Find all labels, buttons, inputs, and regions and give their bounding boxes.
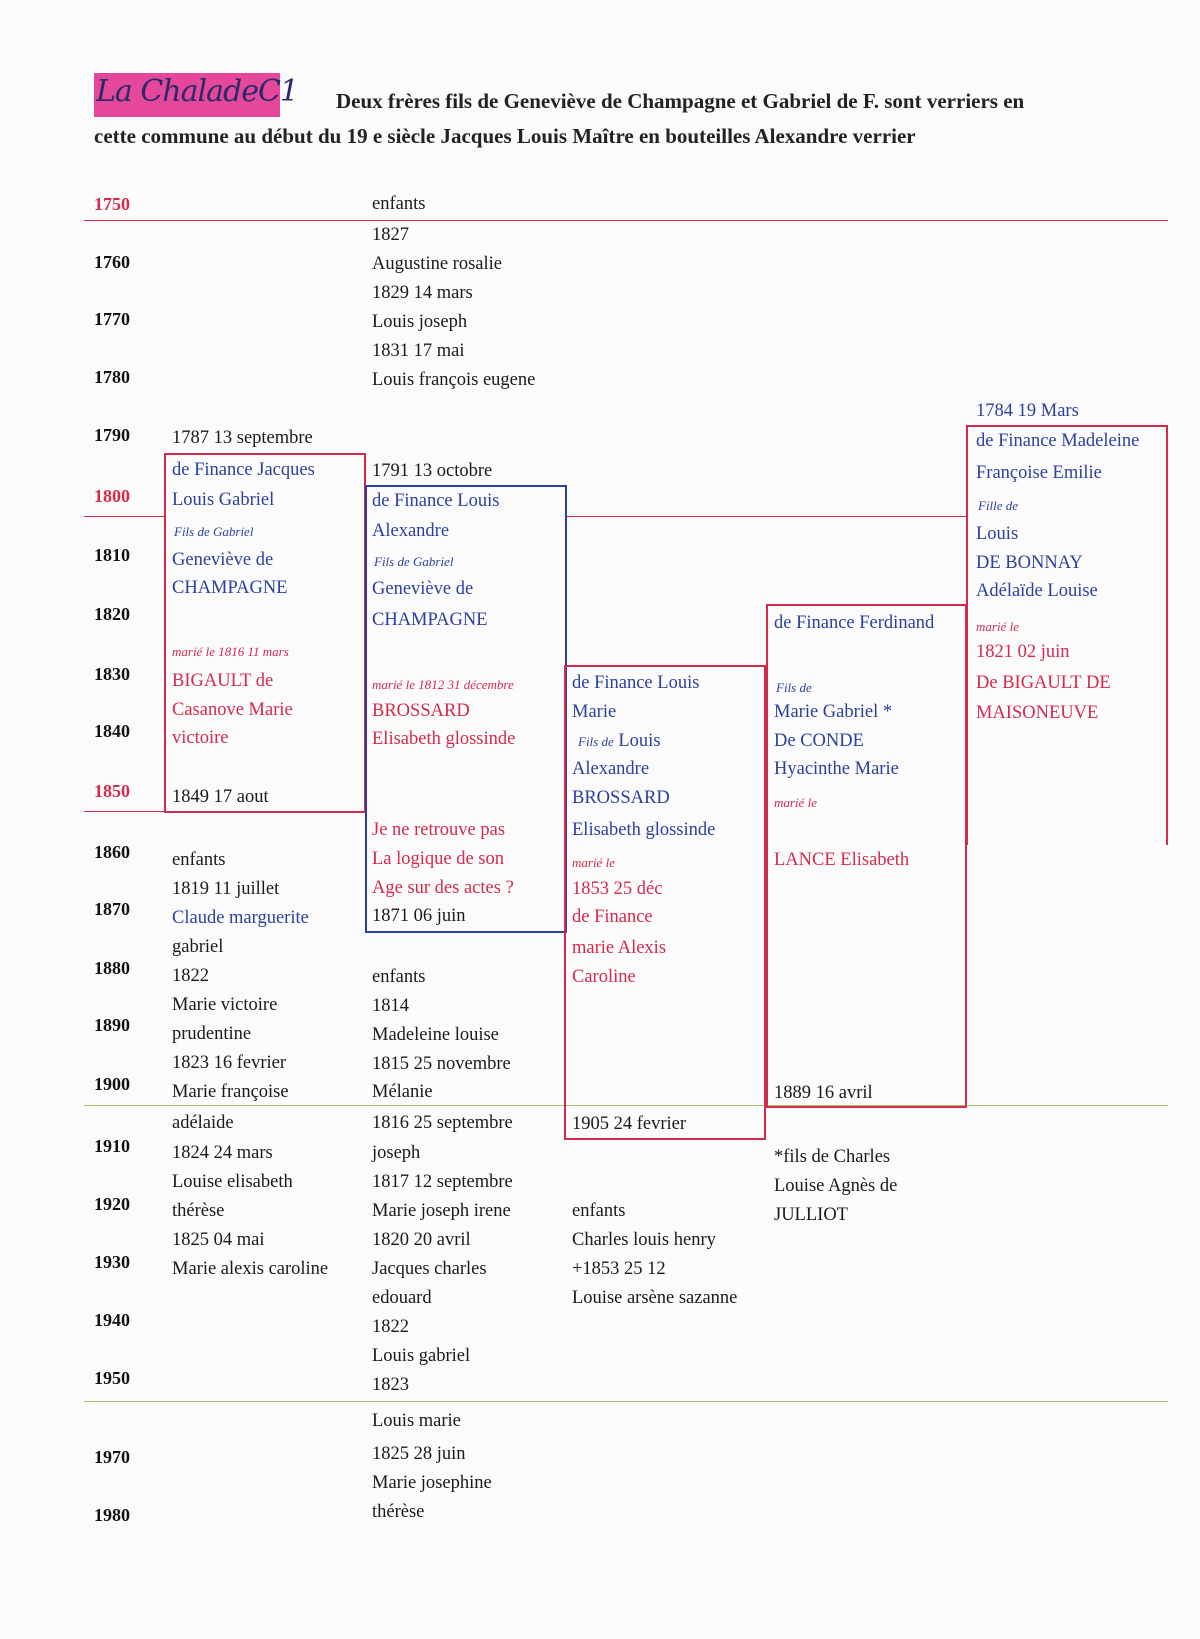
year-label: 1890 <box>94 1015 130 1035</box>
madeleine-spouse-2: MAISONEUVE <box>976 703 1099 723</box>
list-item: adélaide <box>172 1113 234 1133</box>
logo: La ChaladeC1 <box>96 74 298 109</box>
rule-1950 <box>84 1401 1168 1402</box>
madeleine-fille-de: Fille de <box>978 498 1019 513</box>
list-item: 1816 25 septembre <box>372 1113 513 1133</box>
list-item: thérèse <box>372 1502 425 1522</box>
list-item: enfants <box>172 850 226 870</box>
year-label: 1760 <box>94 252 130 272</box>
jacques-spouse-2: Casanove Marie <box>172 700 293 720</box>
alexandre-birth: 1791 13 octobre <box>372 461 493 481</box>
alexandre-marie: marié le 1812 31 décembre <box>372 677 514 692</box>
list-item: edouard <box>372 1288 432 1308</box>
year-label: 1790 <box>94 425 130 445</box>
list-item: 1825 28 juin <box>372 1444 466 1464</box>
year-label: 1810 <box>94 545 130 565</box>
alexandre-spouse-1: BROSSARD <box>372 701 470 721</box>
rule-1750 <box>84 220 1168 221</box>
list-item: 1827 <box>372 225 409 245</box>
louis-marie-death: 1905 24 fevrier <box>572 1114 687 1134</box>
list-item: Louise arsène sazanne <box>572 1288 738 1308</box>
ferdinand-fils-de: Fils de <box>776 680 812 695</box>
title-line-1: Deux frères fils de Geneviève de Champagne et Gabriel de F. sont verriers en <box>336 89 1025 113</box>
louis-marie-date: 1853 25 déc <box>572 879 663 899</box>
year-label: 1850 <box>94 781 130 801</box>
list-item: +1853 25 12 <box>572 1259 666 1279</box>
year-label: 1880 <box>94 958 130 978</box>
list-item: Louise elisabeth <box>172 1172 293 1192</box>
rule-1850 <box>84 811 164 812</box>
ferdinand-parent-3: Hyacinthe Marie <box>774 759 899 779</box>
jacques-spouse-3: victoire <box>172 728 229 748</box>
jacques-marie: marié le 1816 11 mars <box>172 644 289 659</box>
louis-marie-spouse-1: de Finance <box>572 907 653 927</box>
year-label: 1870 <box>94 899 130 919</box>
year-label: 1970 <box>94 1447 130 1467</box>
ferdinand-parent-1: Marie Gabriel * <box>774 702 893 722</box>
list-item: 1823 <box>372 1375 409 1395</box>
list-item: 1814 <box>372 996 409 1016</box>
list-item: Marie alexis caroline <box>172 1259 329 1279</box>
alexandre-fils-de: Fils de Gabriel <box>374 554 454 569</box>
list-item: enfants <box>372 194 426 214</box>
year-label: 1780 <box>94 367 130 387</box>
list-item: Madeleine louise <box>372 1025 499 1045</box>
jacques-name-1: de Finance Jacques <box>172 460 315 480</box>
year-label: 1950 <box>94 1368 130 1388</box>
madeleine-name-1: de Finance Madeleine <box>976 431 1140 451</box>
ferdinand-footnote-1: *fils de Charles <box>774 1147 891 1167</box>
year-label: 1770 <box>94 309 130 329</box>
year-label: 1910 <box>94 1136 130 1156</box>
year-label: 1900 <box>94 1074 130 1094</box>
list-item: joseph <box>372 1143 421 1163</box>
jacques-birth: 1787 13 septembre <box>172 428 313 448</box>
list-item: 1824 24 mars <box>172 1143 273 1163</box>
list-item: 1822 <box>372 1317 409 1337</box>
list-item: Mélanie <box>372 1082 433 1102</box>
list-item: enfants <box>572 1201 626 1221</box>
louis-marie-marie: marié le <box>572 855 615 870</box>
louis-marie-name-1: de Finance Louis <box>572 673 700 693</box>
year-label: 1860 <box>94 842 130 862</box>
louis-marie-parent-2: BROSSARD <box>572 788 670 808</box>
louis-marie-spouse-2: marie Alexis <box>572 938 667 958</box>
list-item: Louis françois eugene <box>372 370 536 390</box>
year-label: 1920 <box>94 1194 130 1214</box>
ferdinand-name: de Finance Ferdinand <box>774 613 935 633</box>
list-item: 1822 <box>172 966 209 986</box>
year-label: 1800 <box>94 486 130 506</box>
madeleine-spouse-1: De BIGAULT DE <box>976 673 1111 693</box>
list-item: 1817 12 septembre <box>372 1172 513 1192</box>
jacques-fils-de: Fils de Gabriel <box>174 524 254 539</box>
list-item: Marie françoise <box>172 1082 289 1102</box>
year-label: 1930 <box>94 1252 130 1272</box>
list-item: Marie josephine <box>372 1473 492 1493</box>
louis-marie-name-2: Marie <box>572 702 617 722</box>
list-item: 1829 14 mars <box>372 283 473 303</box>
alexandre-note-3: Age sur des actes ? <box>372 878 514 898</box>
ferdinand-death: 1889 16 avril <box>774 1083 873 1103</box>
list-item: Claude marguerite <box>172 908 309 928</box>
rule-1800-mid <box>566 516 968 517</box>
madeleine-date: 1821 02 juin <box>976 642 1070 662</box>
alexandre-name-1: de Finance Louis <box>372 491 500 511</box>
list-item: Charles louis henry <box>572 1230 716 1250</box>
title-line-2: cette commune au début du 19 e siècle Jacques Louis Maître en bouteilles Alexandre verrier <box>94 124 916 148</box>
louis-marie-parent-1: Alexandre <box>572 759 650 779</box>
alexandre-note-2: La logique de son <box>372 849 505 869</box>
louis-marie-fils-de: Fils de Louis <box>578 731 661 751</box>
alexandre-parent-2: CHAMPAGNE <box>372 610 488 630</box>
alexandre-name-2: Alexandre <box>372 521 450 541</box>
madeleine-name-2: Françoise Emilie <box>976 463 1102 483</box>
list-item: Louis gabriel <box>372 1346 471 1366</box>
year-label: 1820 <box>94 604 130 624</box>
list-item: gabriel <box>172 937 224 957</box>
ferdinand-marie: marié le <box>774 795 817 810</box>
madeleine-parent-1: Louis <box>976 524 1019 544</box>
list-item: Louis joseph <box>372 312 468 332</box>
list-item: 1825 04 mai <box>172 1230 265 1250</box>
list-item: Marie victoire <box>172 995 278 1015</box>
list-item: prudentine <box>172 1024 252 1044</box>
jacques-parent-1: Geneviève de <box>172 550 274 570</box>
list-item: enfants <box>372 967 426 987</box>
list-item: Louis marie <box>372 1411 461 1431</box>
list-item: 1815 25 novembre <box>372 1054 511 1074</box>
list-item: Jacques charles <box>372 1259 487 1279</box>
year-label: 1830 <box>94 664 130 684</box>
year-label: 1940 <box>94 1310 130 1330</box>
madeleine-parent-3: Adélaïde Louise <box>976 581 1098 601</box>
jacques-death: 1849 17 aout <box>172 787 269 807</box>
louis-marie-spouse-3: Caroline <box>572 967 636 987</box>
jacques-parent-2: CHAMPAGNE <box>172 578 288 598</box>
list-item: thérèse <box>172 1201 225 1221</box>
madeleine-parent-2: DE BONNAY <box>976 553 1083 573</box>
ferdinand-footnote-3: JULLIOT <box>774 1205 848 1225</box>
jacques-name-2: Louis Gabriel <box>172 490 275 510</box>
year-label: 1980 <box>94 1505 130 1525</box>
alexandre-death: 1871 06 juin <box>372 906 466 926</box>
alexandre-note-1: Je ne retrouve pas <box>372 820 506 840</box>
list-item: 1823 16 fevrier <box>172 1053 287 1073</box>
jacques-spouse-1: BIGAULT de <box>172 671 274 691</box>
list-item: Augustine rosalie <box>372 254 502 274</box>
year-label: 1750 <box>94 194 130 214</box>
alexandre-parent-1: Geneviève de <box>372 579 474 599</box>
madeleine-birth: 1784 19 Mars <box>976 401 1079 421</box>
louis-marie-parent-3: Elisabeth glossinde <box>572 820 716 840</box>
list-item: 1820 20 avril <box>372 1230 471 1250</box>
ferdinand-spouse: LANCE Elisabeth <box>774 850 910 870</box>
rule-1800 <box>84 516 164 517</box>
ferdinand-parent-2: De CONDE <box>774 731 864 751</box>
list-item: 1819 11 juillet <box>172 879 280 899</box>
alexandre-spouse-2: Elisabeth glossinde <box>372 729 516 749</box>
list-item: 1831 17 mai <box>372 341 465 361</box>
ferdinand-footnote-2: Louise Agnès de <box>774 1176 898 1196</box>
year-label: 1840 <box>94 721 130 741</box>
madeleine-marie: marié le <box>976 619 1019 634</box>
list-item: Marie joseph irene <box>372 1201 511 1221</box>
